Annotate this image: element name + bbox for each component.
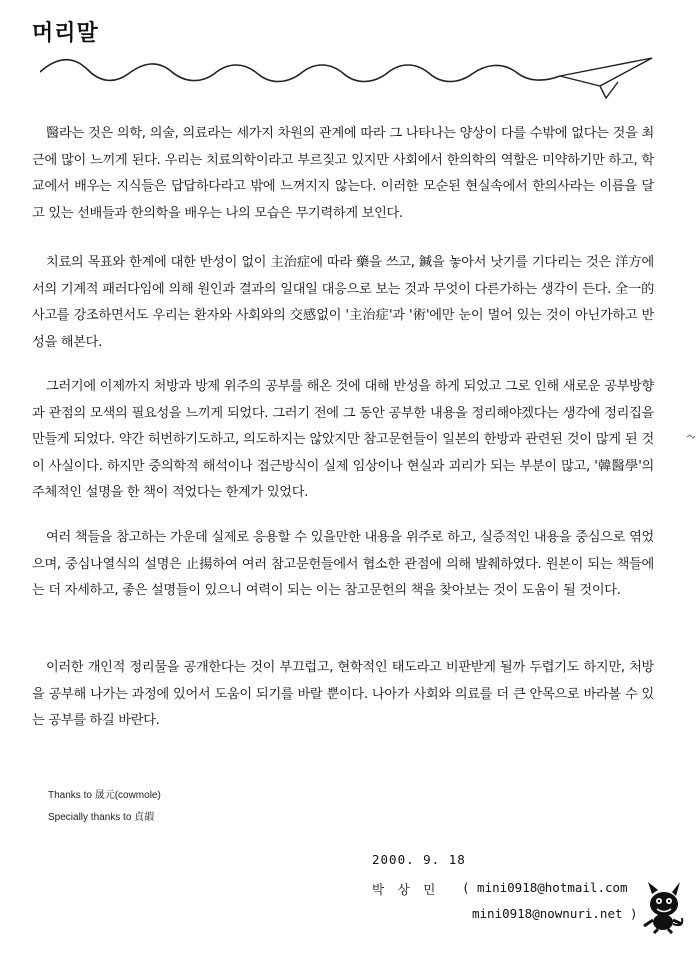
wavy-line-divider: [40, 52, 660, 102]
paragraph-3: 그러기에 이제까지 처방과 방제 위주의 공부를 해온 것에 대해 반성을 하게 되었고 그로 인해 새로운 공부방향과 관점의 모색의 필요성을 느끼게 되었다. 그러기 전에 그 동안 공부한 내용을 정리해야겠다는 생각에 정리집을 만들게 되었다. 약간 허번하기도하고, 의도하지는 않았지만 참고문헌들이 일본의 한방과 관련된 것이 많게 된 것이 사실이다. 하지만 중의학적 해석이나 접근방식이 실제 임상이나 현실과 괴리가 되는 부분이 많고, '韓醫學'의 주체적인 설명을 한 책이 적었다는 한계가 있었다.: [32, 379, 654, 500]
paragraph-5: 이러한 개인적 정리물을 공개한다는 것이 부끄럽고, 현학적인 태도라고 비판받게 될까 두렵기도 하지만, 처방을 공부해 나가는 과정에 있어서 도움이 되기를 바랄 뿐이다. 나아가 사회와 의료를 더 큰 안목으로 바라볼 수 있는 공부를 하길 바란다.: [32, 660, 654, 728]
wavy-line: [40, 60, 560, 82]
paragraph-4: 여러 책들을 참고하는 가운데 실제로 응용할 수 있을만한 내용을 위주로 하고, 실증적인 내용을 중심으로 엮었으며, 중심나열식의 설명은 止揚하여 여러 참고문헌들에서 협소한 관점에 의해 발췌하였다. 원본이 되는 책들에는 더 자세하고, 좋은 설명들이 있으니 여력이 되는 이는 참고문헌의 책을 찾아보는 것이 도움이 될 것이다.: [32, 530, 654, 598]
special-thanks-line: Specially thanks to 貞嘏: [48, 812, 155, 823]
signature-date: 2000. 9. 18: [372, 852, 466, 867]
paragraph-1: 醫라는 것은 의학, 의술, 의료라는 세가지 차원의 관계에 따라 그 나타나는 양상이 다를 수밖에 없다는 것을 최근에 많이 느끼게 된다. 우리는 치료의학이라고 부르짖고 있지만 사회에서 한의학의 역할은 미약하기만 하고, 학교에서 배우는 지식들은 답답하다라고 밖에 느껴지지 않는다. 이러한 모순된 현실속에서 한의사라는 이름을 달고 있는 선배들과 한의학을 배우는 나의 모습은 무기력하게 보인다.: [32, 126, 654, 221]
paragraph-2: 치료의 목표와 한계에 대한 반성이 없이 主治症에 따라 藥을 쓰고, 鍼을 놓아서 낫기를 기다리는 것은 洋方에서의 기계적 패러다임에 의해 원인과 결과의 일대일 대응으로 보는 것과 무엇이 다른가하는 생각이 든다. 全一的 사고를 강조하면서도 우리는 환자와 사회와의 交感없이 '主治症'과 '術'에만 눈이 멀어 있는 것이 아닌가하고 반성을 해본다.: [32, 255, 654, 350]
thanks-line: Thanks to 晟元(cowmole): [48, 790, 161, 801]
paper-plane-icon: [560, 58, 652, 98]
author-name: 박 상 민: [372, 882, 439, 897]
email-hotmail: ( mini0918@hotmail.com: [462, 880, 628, 895]
email-nownuri: mini0918@nownuri.net ): [472, 906, 638, 921]
devil-mascot-icon: [638, 880, 688, 934]
scan-speck: [686, 432, 696, 442]
page-title: 머리말: [32, 21, 99, 46]
